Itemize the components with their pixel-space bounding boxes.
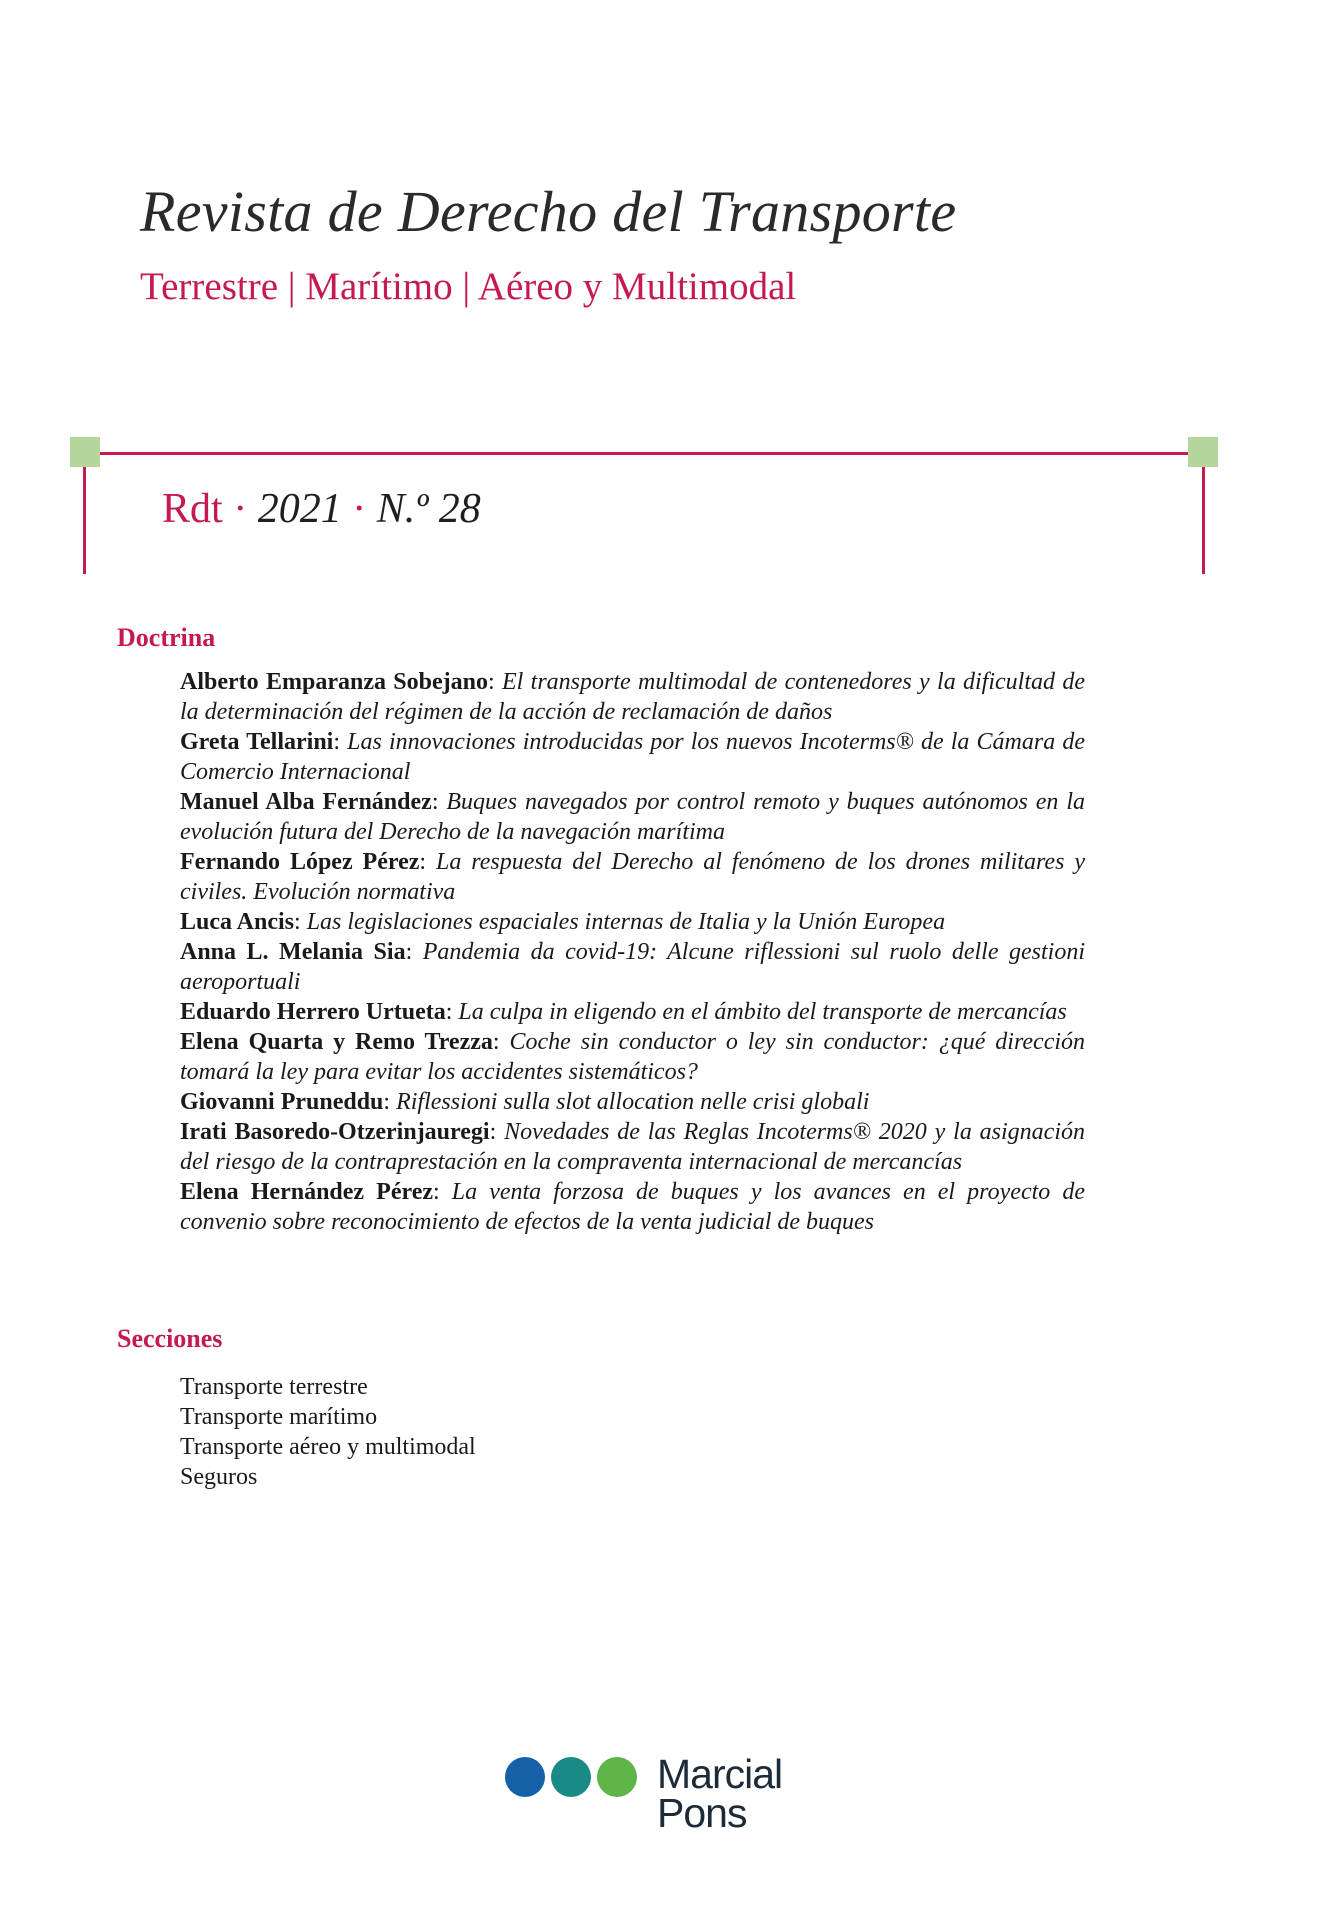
article-title: Novedades de las Reglas Incoterms® 2020 y la asignación del riesgo de la contraprestación en la compraventa internacional de mercancías xyxy=(180,1119,1085,1175)
article-title: Las innovaciones introducidas por los nuevos Incoterms® de la Cámara de Comercio Internacional xyxy=(180,729,1086,785)
article-author: Anna L. Melania Sia xyxy=(180,939,406,965)
frame-corner-right xyxy=(1188,437,1218,467)
article-entry: Elena Hernández Pérez: La venta forzosa de buques y los avances en el proyecto de convenio sobre reconocimiento de efectos de la venta judicial de buques xyxy=(180,1179,1085,1235)
article-title: La culpa in eligendo en el ámbito del transporte de mercancías xyxy=(458,999,1067,1025)
article-title: Coche sin conductor o ley sin conductor: ¿qué dirección tomará la ley para evitar los accidentes sistemáticos? xyxy=(180,1029,1086,1085)
issue-number: N.º 28 xyxy=(376,486,481,532)
article-author: Fernando López Pérez xyxy=(180,849,420,875)
article-author: Greta Tellarini xyxy=(180,729,334,755)
article-author: Luca Ancis xyxy=(180,909,295,935)
doctrina-article-list xyxy=(180,667,1085,1237)
publisher-name xyxy=(657,1751,783,1836)
journal-subtitle: Terrestre | Marítimo | Aéreo y Multimodal xyxy=(140,265,797,308)
journal-title: Revista de Derecho del Transporte xyxy=(140,179,957,244)
article-author: Alberto Emparanza Sobejano xyxy=(180,669,488,695)
article-title: El transporte multimodal de contenedores y la dificultad de la determinación del régimen de la acción de reclamación de daños xyxy=(180,669,1085,725)
frame-top-rule xyxy=(100,452,1202,455)
article-entry: Irati Basoredo-Otzerinjauregi: Novedades de las Reglas Incoterms® 2020 y la asignación del riesgo de la contraprestación en la compraventa internacional de mercancías xyxy=(180,1119,1085,1175)
secciones-heading: Secciones xyxy=(117,1324,223,1353)
article-entry: Manuel Alba Fernández: Buques navegados por control remoto y buques autónomos en la evolución futura del Derecho de la navegación marítima xyxy=(180,789,1085,845)
seccion-item: Transporte marítimo xyxy=(180,1404,378,1430)
article-title: Las legislaciones espaciales internas de Italia y la Unión Europea xyxy=(306,909,946,935)
logo-circle-blue xyxy=(505,1757,545,1797)
frame-left-rule xyxy=(83,452,86,574)
seccion-item: Seguros xyxy=(180,1464,258,1490)
article-title: Pandemia da covid-19: Alcune riflessioni sul ruolo delle gestioni aeroportuali xyxy=(180,939,1085,995)
frame-right-rule xyxy=(1202,452,1205,574)
issue-separator: · xyxy=(233,486,248,532)
article-author: Manuel Alba Fernández xyxy=(180,789,432,815)
publisher-logo xyxy=(505,1751,790,1836)
issue-acronym: Rdt xyxy=(162,486,223,532)
article-author: Elena Hernández Pérez xyxy=(180,1179,433,1205)
article-entry: Alberto Emparanza Sobejano: El transporte multimodal de contenedores y la dificultad de la determinación del régimen de la acción de reclamación de daños xyxy=(180,669,1085,725)
article-entry: Fernando López Pérez: La respuesta del Derecho al fenómeno de los drones militares y civiles. Evolución normativa xyxy=(180,849,1085,905)
article-entry: Giovanni Pruneddu: Riflessioni sulla slot allocation nelle crisi globali xyxy=(180,1089,870,1115)
article-entry: Luca Ancis: Las legislaciones espaciales internas de Italia y la Unión Europea xyxy=(180,909,946,935)
issue-line xyxy=(162,488,481,530)
article-entry: Elena Quarta y Remo Trezza: Coche sin conductor o ley sin conductor: ¿qué dirección tomará la ley para evitar los accidentes sistemáticos? xyxy=(180,1029,1086,1085)
article-title: Riflessioni sulla slot allocation nelle crisi globali xyxy=(396,1089,870,1115)
issue-year: 2021 xyxy=(257,486,342,532)
publisher-name-line1: Marcial xyxy=(657,1751,783,1797)
publisher-name-line2: Pons xyxy=(657,1790,747,1836)
seccion-item: Transporte aéreo y multimodal xyxy=(180,1434,476,1460)
article-author: Giovanni Pruneddu xyxy=(180,1089,384,1115)
article-entry: Greta Tellarini: Las innovaciones introducidas por los nuevos Incoterms® de la Cámara de Comercio Internacional xyxy=(180,729,1086,785)
article-author: Eduardo Herrero Urtueta xyxy=(180,999,446,1025)
logo-circle-green xyxy=(597,1757,637,1797)
secciones-list xyxy=(180,1372,476,1492)
doctrina-heading: Doctrina xyxy=(117,623,216,652)
article-entry: Eduardo Herrero Urtueta: La culpa in eligendo en el ámbito del transporte de mercancías xyxy=(180,999,1067,1025)
article-author: Elena Quarta y Remo Trezza xyxy=(180,1029,493,1055)
logo-circle-teal xyxy=(551,1757,591,1797)
article-title: La respuesta del Derecho al fenómeno de los drones militares y civiles. Evolución normativa xyxy=(180,849,1085,905)
article-author: Irati Basoredo-Otzerinjauregi xyxy=(180,1119,490,1145)
issue-separator: · xyxy=(352,486,367,532)
seccion-item: Transporte terrestre xyxy=(180,1374,368,1400)
frame-corner-left xyxy=(70,437,100,467)
article-title: Buques navegados por control remoto y buques autónomos en la evolución futura del Derecho de la navegación marítima xyxy=(180,789,1085,845)
article-entry: Anna L. Melania Sia: Pandemia da covid-19: Alcune riflessioni sul ruolo delle gestioni aeroportuali xyxy=(180,939,1085,995)
article-title: La venta forzosa de buques y los avances en el proyecto de convenio sobre reconocimiento de efectos de la venta judicial de buques xyxy=(180,1179,1085,1235)
